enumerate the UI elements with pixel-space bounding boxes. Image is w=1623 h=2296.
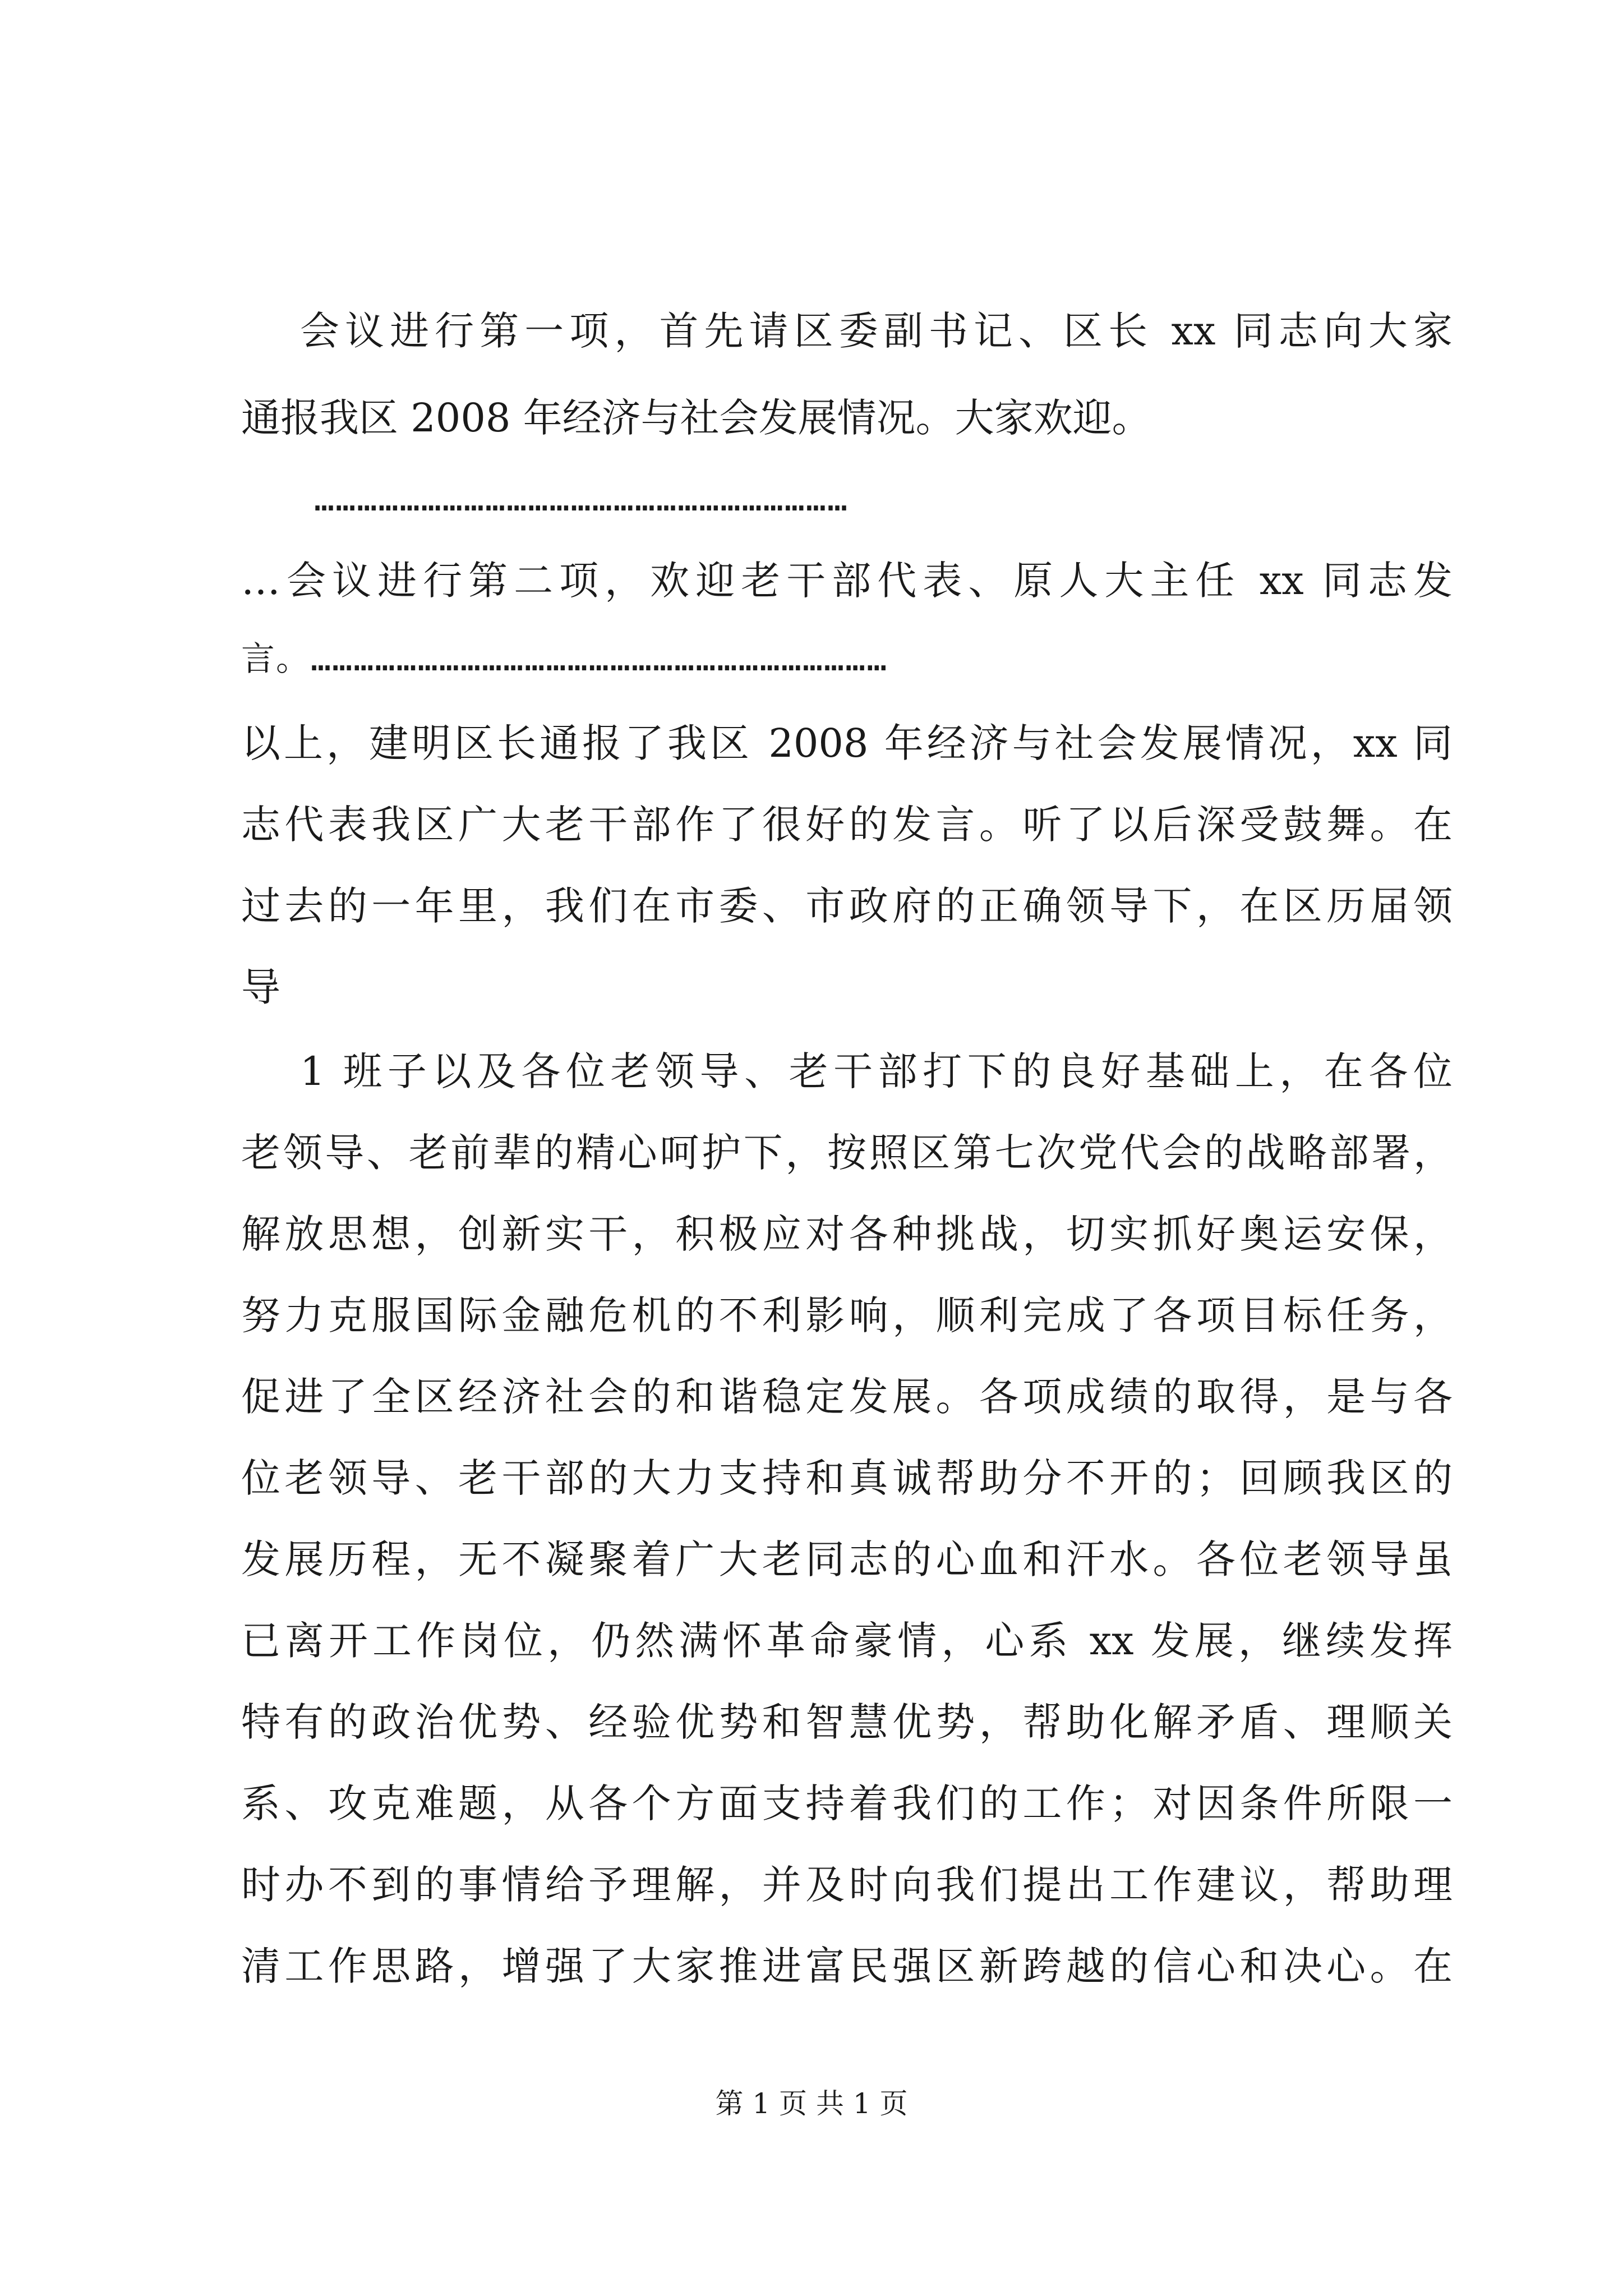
paragraph-line: 位老领导、老干部的大力支持和真诚帮助分不开的；回顾我区的 [241,1455,1453,1501]
paragraph-line: 已离开工作岗位，仍然满怀革命豪情，心系 xx 发展，继续发挥 [241,1618,1453,1664]
ellipsis-line: ………………………………………………………………… [314,480,849,519]
paragraph-line: 言。……………………………………………………………………… [241,639,888,679]
paragraph-line: 导 [241,964,280,1010]
page-footer: 第 1 页 共 1 页 [715,2087,908,2120]
paragraph-line: 解放思想，创新实干，积极应对各种挑战，切实抓好奥运安保， [241,1211,1453,1257]
paragraph-line: 清工作思路，增强了大家推进富民强区新跨越的信心和决心。在 [241,1943,1453,1989]
paragraph-line: 志代表我区广大老干部作了很好的发言。听了以后深受鼓舞。在 [241,802,1453,848]
paragraph-line: 通报我区 2008 年经济与社会发展情况。大家欢迎。 [241,395,1151,441]
paragraph-line: 发展历程，无不凝聚着广大老同志的心血和汗水。各位老领导虽 [241,1536,1453,1582]
paragraph-line: 以上，建明区长通报了我区 2008 年经济与社会发展情况，xx 同 [241,720,1453,766]
paragraph-line: 促进了全区经济社会的和谐稳定发展。各项成绩的取得，是与各 [241,1374,1453,1420]
paragraph-line: 1 班子以及各位老领导、老干部打下的良好基础上，在各位 [300,1048,1453,1094]
paragraph-line: 会议进行第一项，首先请区委副书记、区长 xx 同志向大家 [300,308,1453,354]
paragraph-line: 系、攻克难题，从各个方面支持着我们的工作；对因条件所限一 [241,1780,1453,1826]
paragraph-line: 老领导、老前辈的精心呵护下，按照区第七次党代会的战略部署， [241,1130,1453,1176]
paragraph-line: …会议进行第二项，欢迎老干部代表、原人大主任 xx 同志发 [241,558,1453,604]
paragraph-line: 努力克服国际金融危机的不利影响，顺利完成了各项目标任务， [241,1292,1453,1338]
paragraph-line: 过去的一年里，我们在市委、市政府的正确领导下，在区历届领 [241,883,1453,929]
paragraph-line: 特有的政治优势、经验优势和智慧优势，帮助化解矛盾、理顺关 [241,1699,1453,1745]
paragraph-line: 时办不到的事情给予理解，并及时向我们提出工作建议，帮助理 [241,1862,1453,1908]
